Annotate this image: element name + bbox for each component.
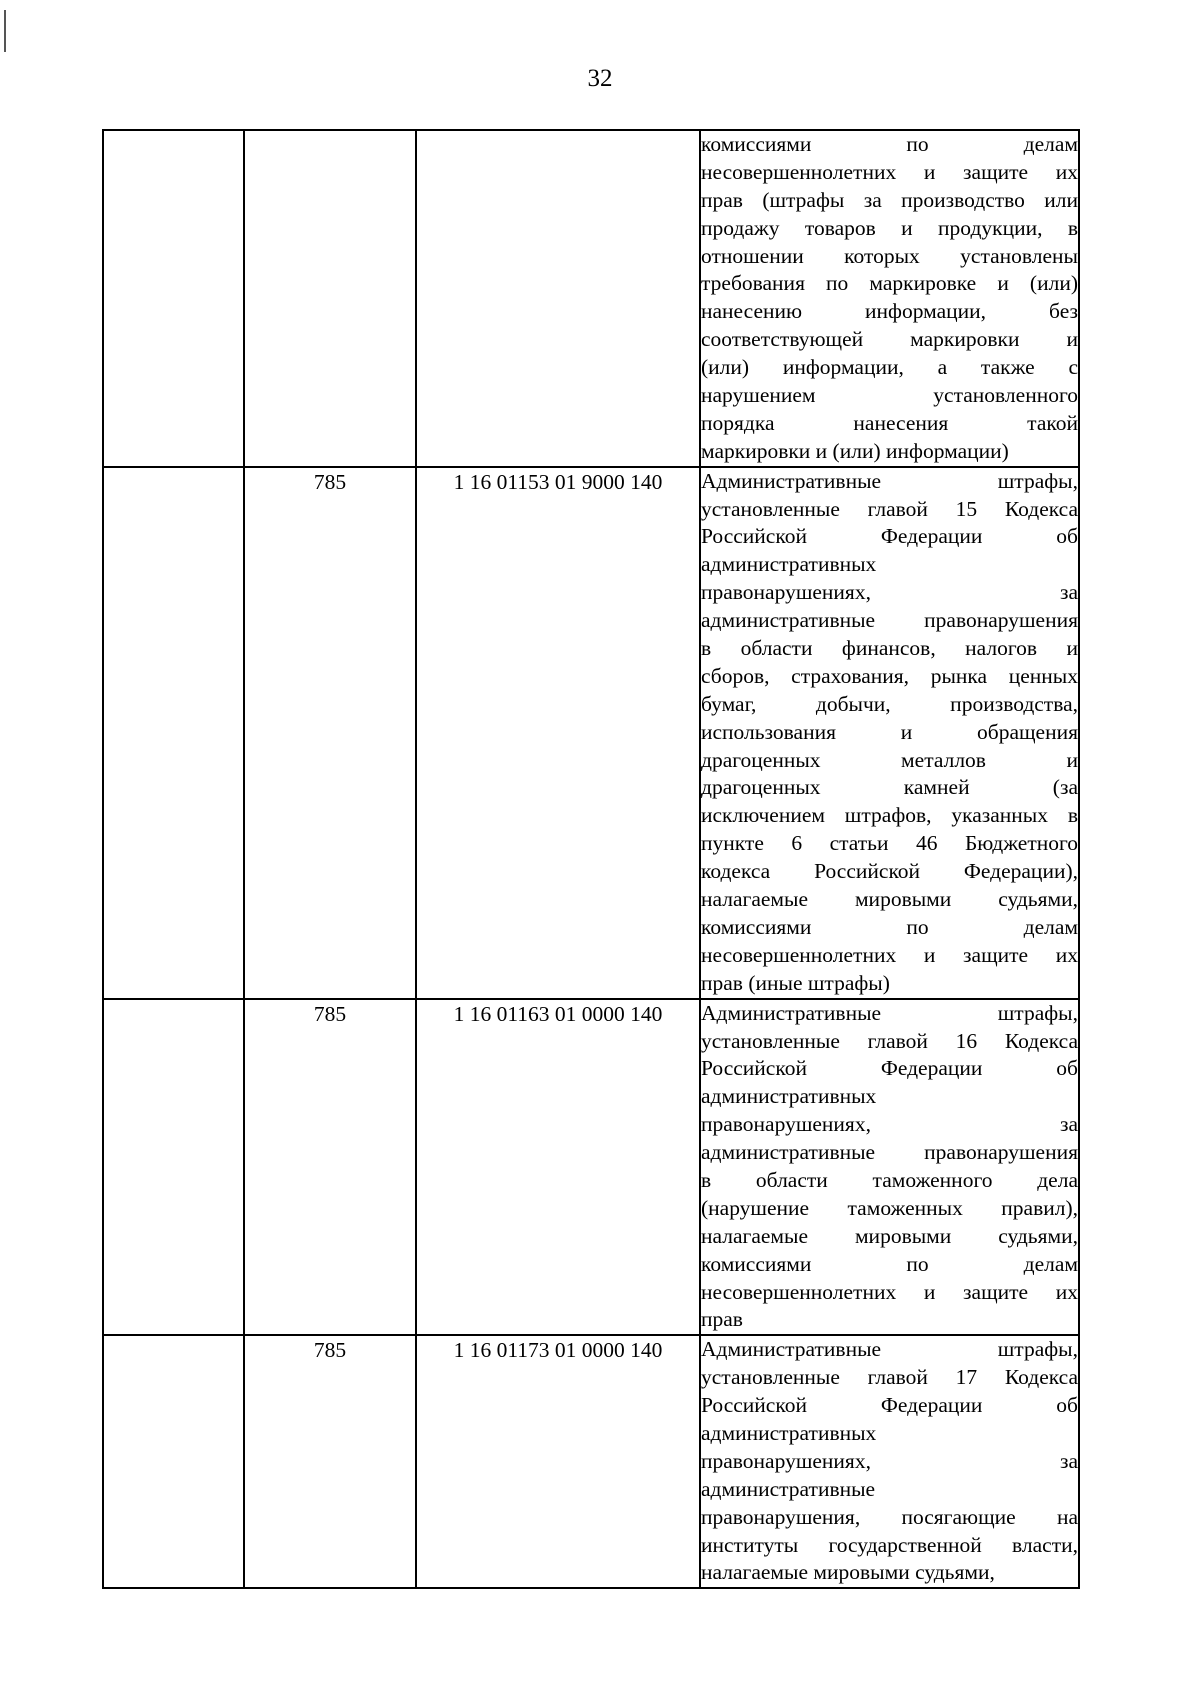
revenue-name-line: несовершеннолетних и защите их: [701, 159, 1078, 184]
revenue-name-line: правонарушениях, за: [701, 1448, 1078, 1473]
revenue-name-line: институты государственной власти,: [701, 1532, 1078, 1557]
revenue-name-cell: [700, 1335, 1079, 1588]
revenue-name-line: налагаемые мировыми судьями,: [701, 887, 1078, 912]
revenue-name-line: административные правонарушения: [701, 608, 1078, 633]
revenue-name-line: комиссиями по делам: [701, 914, 1078, 939]
revenue-name-line: административные правонарушения: [701, 1140, 1078, 1165]
revenue-name-line: (или) информации, а также с: [701, 355, 1078, 380]
empty-cell: [103, 130, 244, 467]
revenue-name-line: сборов, страхования, рынка ценных: [701, 663, 1078, 688]
admin-code-cell: 785: [244, 1335, 416, 1588]
budget-classification-code-cell: 1 16 01173 01 0000 140: [416, 1335, 700, 1588]
revenue-name-line: правонарушения, посягающие на: [701, 1504, 1078, 1529]
revenue-name-line: установленные главой 17 Кодекса: [701, 1365, 1078, 1390]
budget-classification-code-cell: [416, 130, 700, 467]
revenue-name-cell: [700, 467, 1079, 999]
budget-codes-table: [102, 129, 1080, 1589]
revenue-name-line: правонарушениях, за: [701, 580, 1078, 605]
revenue-name-line: установленные главой 15 Кодекса: [701, 496, 1078, 521]
revenue-name-line: исключением штрафов, указанных в: [701, 803, 1078, 828]
revenue-name-line: налагаемые мировыми судьями,: [701, 1560, 995, 1585]
revenue-name-line: бумаг, добычи, производства,: [701, 691, 1078, 716]
admin-code-cell: 785: [244, 467, 416, 999]
table-row: [103, 467, 1079, 999]
revenue-name-line: комиссиями по делам: [701, 132, 1078, 156]
budget-classification-code-cell: 1 16 01163 01 0000 140: [416, 999, 700, 1336]
empty-cell: [103, 999, 244, 1336]
revenue-name-cell: [700, 999, 1079, 1336]
scan-edge-mark-top: [4, 10, 6, 52]
revenue-name-line: драгоценных камней (за: [701, 775, 1078, 800]
revenue-name-line: соответствующей маркировки и: [701, 327, 1078, 352]
revenue-name-line: кодекса Российской Федерации),: [701, 859, 1078, 884]
revenue-name-line: административные: [701, 1476, 876, 1501]
revenue-name-line: правонарушениях, за: [701, 1112, 1078, 1137]
revenue-name-line: Административные штрафы,: [701, 1337, 1078, 1362]
empty-cell: [103, 467, 244, 999]
budget-classification-code-cell: 1 16 01153 01 9000 140: [416, 467, 700, 999]
revenue-name-line: требования по маркировке и (или): [701, 271, 1078, 296]
revenue-name-line: маркировки и (или) информации): [701, 438, 1009, 463]
revenue-name-line: прав (штрафы за производство или: [701, 187, 1078, 212]
revenue-name-line: административных: [701, 552, 877, 577]
revenue-name-line: Административные штрафы,: [701, 468, 1078, 493]
revenue-name-line: административных: [701, 1420, 877, 1445]
revenue-name-line: несовершеннолетних и защите их: [701, 942, 1078, 967]
revenue-name-line: прав: [701, 1307, 743, 1332]
revenue-name-line: прав (иные штрафы): [701, 970, 890, 995]
revenue-name-line: Российской Федерации об: [701, 1056, 1078, 1081]
revenue-name-line: пункте 6 статьи 46 Бюджетного: [701, 831, 1078, 856]
revenue-name-line: драгоценных металлов и: [701, 747, 1078, 772]
table-body: [103, 130, 1079, 1588]
revenue-name-line: налагаемые мировыми судьями,: [701, 1223, 1078, 1248]
admin-code-cell: 785: [244, 999, 416, 1336]
revenue-name-line: Российской Федерации об: [701, 524, 1078, 549]
table-row: [103, 999, 1079, 1336]
revenue-name-line: нарушением установленного: [701, 383, 1078, 408]
revenue-name-line: в области финансов, налогов и: [701, 636, 1078, 661]
table-row: [103, 1335, 1079, 1588]
revenue-name-line: несовершеннолетних и защите их: [701, 1279, 1078, 1304]
revenue-name-line: продажу товаров и продукции, в: [701, 215, 1078, 240]
revenue-name-line: отношении которых установлены: [701, 243, 1078, 268]
revenue-name-line: административных: [701, 1084, 877, 1109]
revenue-name-cell: [700, 130, 1079, 467]
revenue-name-line: комиссиями по делам: [701, 1251, 1078, 1276]
revenue-name-line: Российской Федерации об: [701, 1393, 1078, 1418]
page-number: 32: [587, 65, 613, 92]
table-row: [103, 130, 1079, 467]
revenue-name-line: (нарушение таможенных правил),: [701, 1195, 1078, 1220]
admin-code-cell: [244, 130, 416, 467]
revenue-name-line: порядка нанесения такой: [701, 410, 1078, 435]
empty-cell: [103, 1335, 244, 1588]
revenue-name-line: установленные главой 16 Кодекса: [701, 1028, 1078, 1053]
revenue-name-line: Административные штрафы,: [701, 1000, 1078, 1025]
revenue-name-line: в области таможенного дела: [701, 1167, 1078, 1192]
revenue-name-line: использования и обращения: [701, 719, 1078, 744]
revenue-name-line: нанесению информации, без: [701, 299, 1078, 324]
